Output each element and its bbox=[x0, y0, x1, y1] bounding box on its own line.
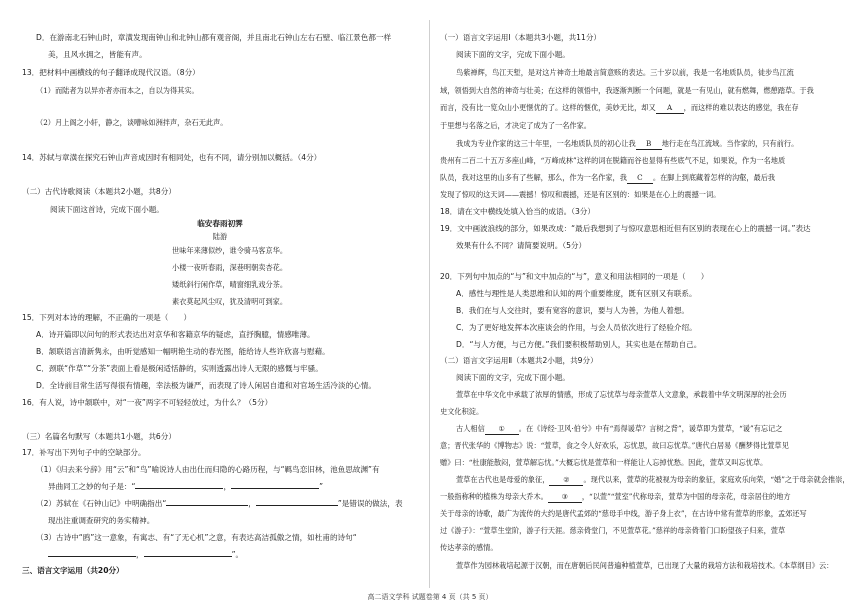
poetry-intro: 阅读下面这首诗，完成下面小题。 bbox=[50, 205, 164, 214]
p5-line5: 传达孝亲的感情。 bbox=[440, 543, 498, 552]
section-dictation-heading: （三）名篇名句默写（本题共1小题，共6分） bbox=[22, 432, 176, 441]
q17-2-prefix: （2）苏轼在《石钟山记》中明确指出“ bbox=[36, 499, 167, 508]
p1-line2: 域，领悟到大自然的神奇与壮美；在这样的领悟中，我逐渐判断一个问题，就是一有见山，就有燃舞，燃憩踏草。于我 bbox=[440, 86, 814, 95]
p4-line1-text: 古人相信 bbox=[456, 424, 485, 433]
p1-line3 bbox=[440, 103, 799, 114]
q20-option-c: C．为了更好地发挥本次座谈会的作用，与会人员依次进行了经验介绍。 bbox=[456, 323, 697, 332]
p5-line1-text: 萱草在古代也是母爱的象征， bbox=[456, 475, 550, 484]
blank-c[interactable]: C bbox=[627, 173, 653, 184]
q13-item-2: （2）月上阁之小轩，静之，谈嘈咏如洲拌声，杂石无此声。 bbox=[36, 118, 228, 127]
q17-2-line1: （2）苏轼在《石钟山记》中明确指出“ ， ”是错误的做法，表 bbox=[36, 499, 403, 508]
q17-1-line1: （1）《归去来兮辞》用“云”和“鸟”喻说诗人由出仕而归隐的心路历程，与“羁鸟恋旧林，池鱼思故渊”有 bbox=[36, 465, 380, 474]
section-poetry-heading: （二）古代诗歌阅读（本题共2小题，共8分） bbox=[22, 187, 176, 196]
q15-option-c: C．颈联“作草”“分茶”表面上看是极闲适恬静的，实则透露出诗人无限的感慨与牢骚。 bbox=[36, 364, 323, 373]
p5-line2-after: ，“以萱”“萱室”代称母亲，萱草为中国的母亲花，母亲居住的地方 bbox=[581, 492, 791, 501]
q13-stem: 13．把材料中画横线的句子翻译成现代汉语。（8分） bbox=[22, 68, 200, 77]
p3-line2: 史文化积淀。 bbox=[440, 407, 484, 416]
p3-line1: 萱草在中华文化中承载了浓厚的情感，形成了忘忧草与母亲萱草人文意象，承载着中华文明深厚的社会历 bbox=[456, 390, 787, 399]
p2-line4: 发现了惊叹的这天词——震撼！惊叹和震撼，还是有区别的：如果是在心上的震撼一词。 bbox=[440, 190, 721, 199]
q15-option-b: B．颔联语言清新隽永，由听觉感知一幅明艳生动的春光图，能给诗人些许欣喜与慰藉。 bbox=[36, 347, 330, 356]
q20-stem: 20．下列句中加点的“与”和文中加点的“与”，意义和用法相同的一项是（ ） bbox=[440, 272, 709, 281]
blank-1[interactable]: ① bbox=[485, 424, 519, 435]
q13-item-1: （1）而陆者为以异亦者亦而本之，自以为得其实。 bbox=[36, 86, 199, 95]
q12-option-d-line2: 美，且风水拥之，皆能有声。 bbox=[48, 50, 147, 59]
q17-3-line1: （3）古诗中“鸥”这一意象，有寓志、有“了无心机”之意，有表达高洁孤傲之情，如杜甫的诗句“ bbox=[36, 533, 357, 542]
p4-line1 bbox=[456, 424, 782, 435]
p4-line3: 赠》曰：“杜康能散闷，萱草解忘忧。”大概忘忧是萱草和一样能让人忘掉忧愁。因此，萱草又叫忘忧草。 bbox=[440, 458, 768, 467]
poem-line-1: 世味年来薄似纱，谁令骑马客京华。 bbox=[172, 246, 288, 255]
p2-line1-text: 我成为专业作家的这三十年里，一名地质队员的初心让我 bbox=[456, 139, 636, 148]
q17-2-blank-b[interactable] bbox=[256, 505, 338, 506]
p5-line2-text: 一般指称种的植株为母亲大乔木。 bbox=[440, 492, 548, 501]
q20-option-b: B．我们在与人交往时，要有宽容的意识，要与人为善，为他人着想。 bbox=[456, 306, 690, 315]
p1-line3-text: 而言，没有比一览众山小更惬优的了。这样的惬优，美妙无比，却又 bbox=[440, 103, 656, 112]
section-language-2-heading: （二）语言文字运用Ⅱ（本题共2小题，共9分） bbox=[440, 356, 598, 365]
poem-line-4: 素衣莫起风尘叹，犹及清明可到家。 bbox=[172, 297, 288, 306]
q16-stem: 16．有人说，诗中颔联中，对“一夜”两字不可轻轻放过，为什么？（5分） bbox=[22, 398, 273, 407]
poem-line-2: 小楼一夜听春雨，深巷明朝卖杏花。 bbox=[172, 263, 288, 272]
p5-line1 bbox=[456, 475, 850, 486]
p1-line3-after: ，而这样的难以表达的感觉，我在存 bbox=[683, 103, 799, 112]
p5-line1-after: 。现代以来，萱草的花被视为母亲的象征，家庭欢乐向荣，“婚”之于母亲就会推崇， bbox=[583, 475, 850, 484]
q17-2-line2: 现出注重调查研究的务实精神。 bbox=[48, 516, 155, 525]
p2-line3-after: 。在脚上到底藏着怎样的沟壑，最后我 bbox=[652, 173, 776, 182]
q20-option-a: A．感性与理性是人类思维和认知的两个重要维度，既有区别又有联系。 bbox=[456, 289, 697, 298]
p2-line1 bbox=[456, 139, 798, 150]
q19-stem-line1: 19．文中画波浪线的部分，如果改成：“最后我想到了与惊叹意思相近但有区别的表现在心上的震撼一词。”表达 bbox=[440, 224, 811, 233]
q17-1-prefix: 异曲同工之妙的句子是：“ bbox=[48, 482, 136, 491]
blank-3[interactable]: ③ bbox=[548, 492, 582, 503]
poem-title: 临安春雨初霁 bbox=[197, 219, 243, 228]
blank-a[interactable]: A bbox=[656, 103, 684, 114]
column-divider bbox=[429, 20, 430, 588]
p4-line2: 意；晋代张华的《博物志》说：“萱草，食之令人好欢乐，忘忧思，故曰忘忧草。”唐代白居易《酬梦得比萱草见 bbox=[440, 441, 789, 450]
q17-2-blank-a[interactable] bbox=[166, 505, 248, 506]
q18-stem: 18．请在文中横线处填入恰当的成语。（3分） bbox=[440, 207, 595, 216]
section-language-use-heading: 三、语言文字运用（共20分） bbox=[22, 566, 124, 575]
p2-line3-text: 队员，我对这里的山多有了些解，那么，作为一名作家，我 bbox=[440, 173, 627, 182]
p1-line4: 于里想与名落之后，才决定了成为了一名作家。 bbox=[440, 121, 591, 130]
q19-stem-line2: 效果有什么不同？请简要说明。（5分） bbox=[456, 241, 587, 250]
p4-line1-after: 。在《诗经·卫风·伯兮》中有“焉得谖草？言树之背”，谖草即为萱草，“谖”有忘记之 bbox=[518, 424, 783, 433]
q12-option-d-line1: D．在游南北石钟山时，章潢发现南钟山和北钟山都有观音阁，并且南北石钟山左右石壁、临江景色都一样 bbox=[36, 33, 392, 42]
q20-option-d: D．“与人方便，与己方便。”我们要积极帮助别人，其实也是在帮助自己。 bbox=[456, 340, 702, 349]
p2-line1-after: 地行走在鸟江流域。当作家的，只有前行。 bbox=[661, 139, 799, 148]
p2-line2: 贵州有二百二十五万多座山峰，“万峰成林”这样的词在脱籍而谷也显得有些底气不足，如果说，作为一名地质 bbox=[440, 156, 786, 165]
q17-3-line2: ， ”。 bbox=[48, 550, 243, 560]
p5-line2 bbox=[440, 492, 791, 503]
language-2-intro: 阅读下面的文字，完成下面小题。 bbox=[456, 373, 570, 382]
p5-line3: 关于母亲的诗歌，最广为流传的大约是唐代孟郊的“慈母手中线，游子身上衣”，在古诗中常有萱草的形象，孟郊还写 bbox=[440, 509, 807, 518]
q15-stem: 15．下列对本诗的理解，不正确的一项是（ ） bbox=[22, 313, 192, 322]
q17-2-suffix: ”是错误的做法，表 bbox=[337, 499, 403, 508]
page-footer: 高二语文学科 试题卷第 4 页（共 5 页） bbox=[367, 593, 493, 601]
q17-1-blank-a[interactable] bbox=[135, 488, 223, 489]
p6-line1: 萱草作为园林栽培起源于汉朝，而在唐朝后民间普遍种植萱草，已出现了大量的栽培方法和栽培技术。《本草纲目》云： bbox=[456, 561, 834, 570]
q17-3-blank-a[interactable] bbox=[48, 556, 136, 557]
q14-stem: 14．苏轼与章潢在探究石钟山声音成因时有相同处，也有不同，请分别加以概括。（4分） bbox=[22, 153, 322, 162]
poem-line-3: 矮纸斜行闲作草，晴窗细乳戏分茶。 bbox=[172, 280, 288, 289]
blank-b[interactable]: B bbox=[636, 139, 662, 150]
q15-option-a: A．诗开篇即以问句的形式表达出对京华和客籍京华的疑虑，直抒胸臆，情感唯薄。 bbox=[36, 330, 315, 339]
q17-1-suffix: ” bbox=[319, 482, 323, 491]
poem-author: 陆游 bbox=[212, 232, 228, 241]
q15-option-d: D．全诗前目常生活写得很有情趣，幸法极为谦严，而表现了诗人闲居自遣和对官场生活冷淡的心情。 bbox=[36, 381, 376, 390]
p5-line4: 过《游子》：“萱草生堂阶，游子行天涯。慈亲倚堂门，不见萱草花。”慈祥的母亲倚着门口盼望孩子归来，萱草 bbox=[440, 526, 786, 535]
q17-1-line2: 异曲同工之妙的句子是：“ ， ” bbox=[48, 482, 323, 491]
section-language-1-heading: （一）语言文字运用Ⅰ（本题共3小题，共11分） bbox=[440, 33, 602, 42]
q17-1-blank-b[interactable] bbox=[231, 488, 319, 489]
q17-3-blank-b[interactable] bbox=[144, 556, 232, 557]
p2-line3 bbox=[440, 173, 775, 184]
p1-line1: 鸟紫禅辉，鸟江天堑，是对这片神奇土地最言简意赅的表达。三十岁以前，我是一名地质队员，徒步鸟江流 bbox=[456, 68, 794, 77]
language-1-intro: 阅读下面的文字，完成下面小题。 bbox=[456, 50, 570, 59]
q17-stem: 17．补写出下列句子中的空缺部分。 bbox=[22, 448, 146, 457]
blank-2[interactable]: ② bbox=[549, 475, 583, 486]
q17-3-suffix: ”。 bbox=[231, 550, 244, 559]
